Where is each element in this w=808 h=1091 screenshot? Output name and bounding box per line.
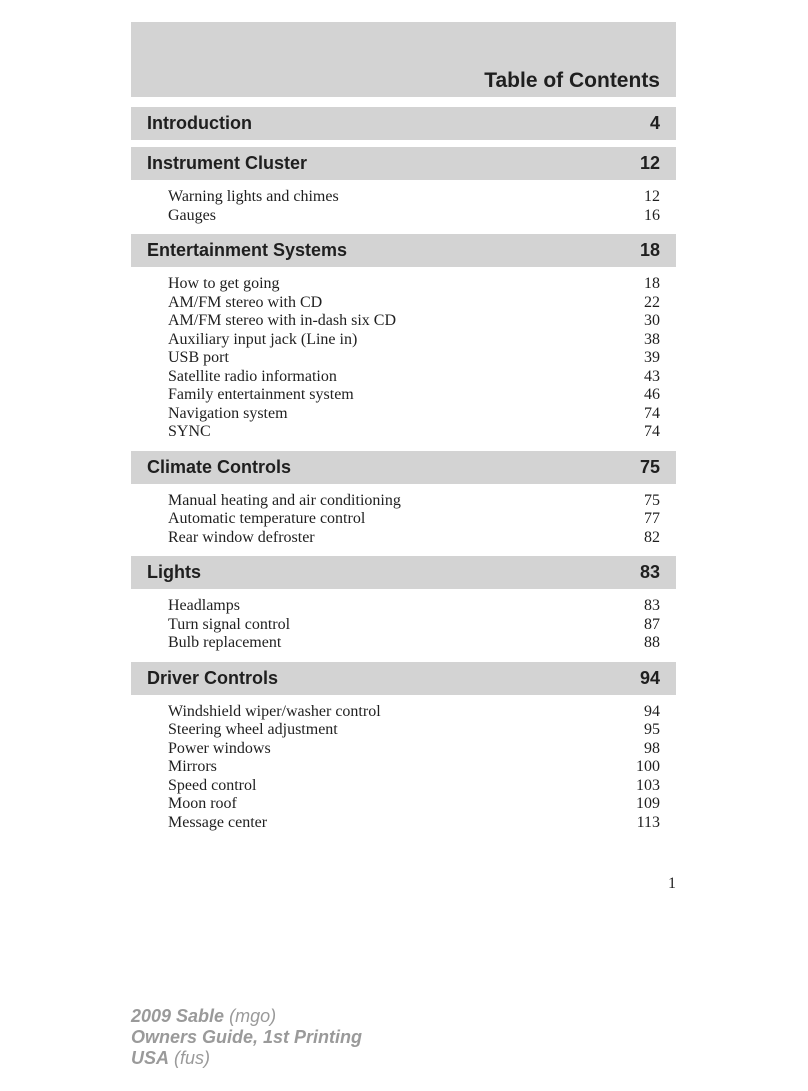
- toc-entry[interactable]: [168, 777, 660, 796]
- entry-page: 94: [644, 702, 660, 720]
- entry-page: 109: [636, 795, 660, 812]
- entry-page: 38: [644, 330, 660, 348]
- footer: [131, 1006, 362, 1069]
- entry-page: 77: [644, 510, 660, 527]
- entry-page: 30: [644, 312, 660, 329]
- toc-entry[interactable]: [168, 312, 660, 331]
- section-title: Entertainment Systems: [147, 240, 348, 260]
- entry-label: Moon roof: [168, 795, 237, 812]
- entry-page: 95: [644, 721, 660, 738]
- section-items: [131, 180, 676, 227]
- entry-page: 43: [644, 367, 660, 385]
- entry-label: Mirrors: [168, 758, 217, 775]
- footer-line-1: [131, 1006, 362, 1027]
- entry-page: 83: [644, 597, 660, 614]
- entry-label: Windshield wiper/washer control: [168, 702, 381, 720]
- section-items: [131, 695, 676, 835]
- entry-page: 22: [644, 293, 660, 311]
- page-title: Table of Contents: [484, 69, 660, 92]
- entry-page: 16: [644, 206, 660, 224]
- section-header[interactable]: [131, 234, 676, 267]
- toc-entry[interactable]: [168, 510, 660, 529]
- section-title: Lights: [147, 562, 201, 582]
- page-number: 1: [668, 875, 676, 892]
- section-page: 83: [639, 562, 660, 582]
- entry-label: Automatic temperature control: [168, 510, 366, 527]
- toc-entry[interactable]: [168, 795, 660, 814]
- section-title: Introduction: [147, 113, 252, 133]
- entry-page: 12: [644, 188, 660, 205]
- section-items: [131, 267, 676, 444]
- entry-label: AM/FM stereo with in-dash six CD: [168, 312, 396, 329]
- title-band: [131, 22, 676, 97]
- entry-page: 98: [644, 739, 660, 757]
- section-header[interactable]: [131, 147, 676, 180]
- section-items: [131, 484, 676, 550]
- entry-page: 18: [644, 275, 660, 292]
- entry-label: Family entertainment system: [168, 386, 354, 403]
- entry-label: Bulb replacement: [168, 634, 282, 651]
- section-header[interactable]: [131, 662, 676, 695]
- toc-entry[interactable]: [168, 331, 660, 350]
- entry-label: Gauges: [168, 206, 216, 224]
- section-items: [131, 589, 676, 655]
- entry-label: Message center: [168, 813, 268, 831]
- toc-entry[interactable]: [168, 721, 660, 740]
- section-page: 12: [639, 153, 660, 173]
- section-page: 4: [649, 113, 660, 133]
- entry-page: 46: [644, 386, 660, 403]
- toc-section: [131, 556, 676, 655]
- table-of-contents: [131, 107, 676, 841]
- section-title: Driver Controls: [147, 667, 279, 688]
- toc-entry[interactable]: [168, 423, 660, 442]
- section-title: Instrument Cluster: [147, 153, 308, 173]
- toc-section: [131, 234, 676, 444]
- section-title: Climate Controls: [147, 456, 292, 477]
- entry-label: Warning lights and chimes: [168, 188, 339, 205]
- toc-entry[interactable]: [168, 207, 660, 226]
- toc-entry[interactable]: [168, 492, 660, 511]
- entry-page: 82: [644, 528, 660, 546]
- entry-label: AM/FM stereo with CD: [168, 293, 323, 311]
- footer-line-2: [131, 1027, 362, 1048]
- toc-entry[interactable]: [168, 275, 660, 294]
- entry-page: 100: [636, 758, 660, 775]
- section-page: 94: [639, 667, 660, 688]
- entry-page: 74: [644, 423, 660, 440]
- entry-label: Satellite radio information: [168, 367, 337, 385]
- entry-label: How to get going: [168, 275, 280, 292]
- section-page: 75: [639, 456, 660, 477]
- toc-entry[interactable]: [168, 368, 660, 387]
- footer-guide: Owners Guide, 1st Printing: [131, 1027, 363, 1047]
- toc-entry[interactable]: [168, 740, 660, 759]
- toc-section: [131, 451, 676, 550]
- footer-line-3: [131, 1048, 362, 1069]
- entry-label: Speed control: [168, 776, 257, 794]
- footer-market-code: (fus): [174, 1048, 211, 1068]
- toc-entry[interactable]: [168, 529, 660, 548]
- toc-entry[interactable]: [168, 814, 660, 833]
- toc-section: [131, 107, 676, 140]
- footer-market: USA: [131, 1048, 170, 1068]
- entry-page: 113: [636, 813, 660, 831]
- entry-label: Headlamps: [168, 597, 240, 614]
- section-header[interactable]: [131, 556, 676, 589]
- entry-page: 88: [644, 634, 660, 651]
- entry-label: Power windows: [168, 739, 271, 757]
- toc-entry[interactable]: [168, 703, 660, 722]
- entry-label: Steering wheel adjustment: [168, 721, 338, 738]
- toc-entry[interactable]: [168, 616, 660, 635]
- toc-section: [131, 147, 676, 227]
- entry-page: 75: [644, 491, 660, 509]
- entry-label: Turn signal control: [168, 615, 291, 633]
- toc-entry[interactable]: [168, 758, 660, 777]
- footer-model-code: (mgo): [229, 1006, 277, 1026]
- entry-label: Auxiliary input jack (Line in): [168, 330, 358, 348]
- entry-label: SYNC: [168, 423, 211, 440]
- toc-entry[interactable]: [168, 349, 660, 368]
- toc-entry[interactable]: [168, 188, 660, 207]
- entry-page: 39: [644, 349, 660, 366]
- section-header[interactable]: [131, 107, 676, 140]
- section-header[interactable]: [131, 451, 676, 484]
- section-page: 18: [639, 240, 660, 260]
- footer-model: 2009 Sable: [131, 1006, 225, 1026]
- toc-entry[interactable]: [168, 294, 660, 313]
- toc-entry[interactable]: [168, 634, 660, 653]
- toc-entry[interactable]: [168, 386, 660, 405]
- toc-entry[interactable]: [168, 597, 660, 616]
- entry-page: 74: [644, 404, 660, 422]
- entry-page: 87: [644, 615, 660, 633]
- entry-label: USB port: [168, 349, 229, 366]
- toc-section: [131, 662, 676, 835]
- entry-label: Manual heating and air conditioning: [168, 491, 401, 509]
- entry-page: 103: [636, 776, 660, 794]
- entry-label: Rear window defroster: [168, 528, 315, 546]
- toc-entry[interactable]: [168, 405, 660, 424]
- entry-label: Navigation system: [168, 404, 288, 422]
